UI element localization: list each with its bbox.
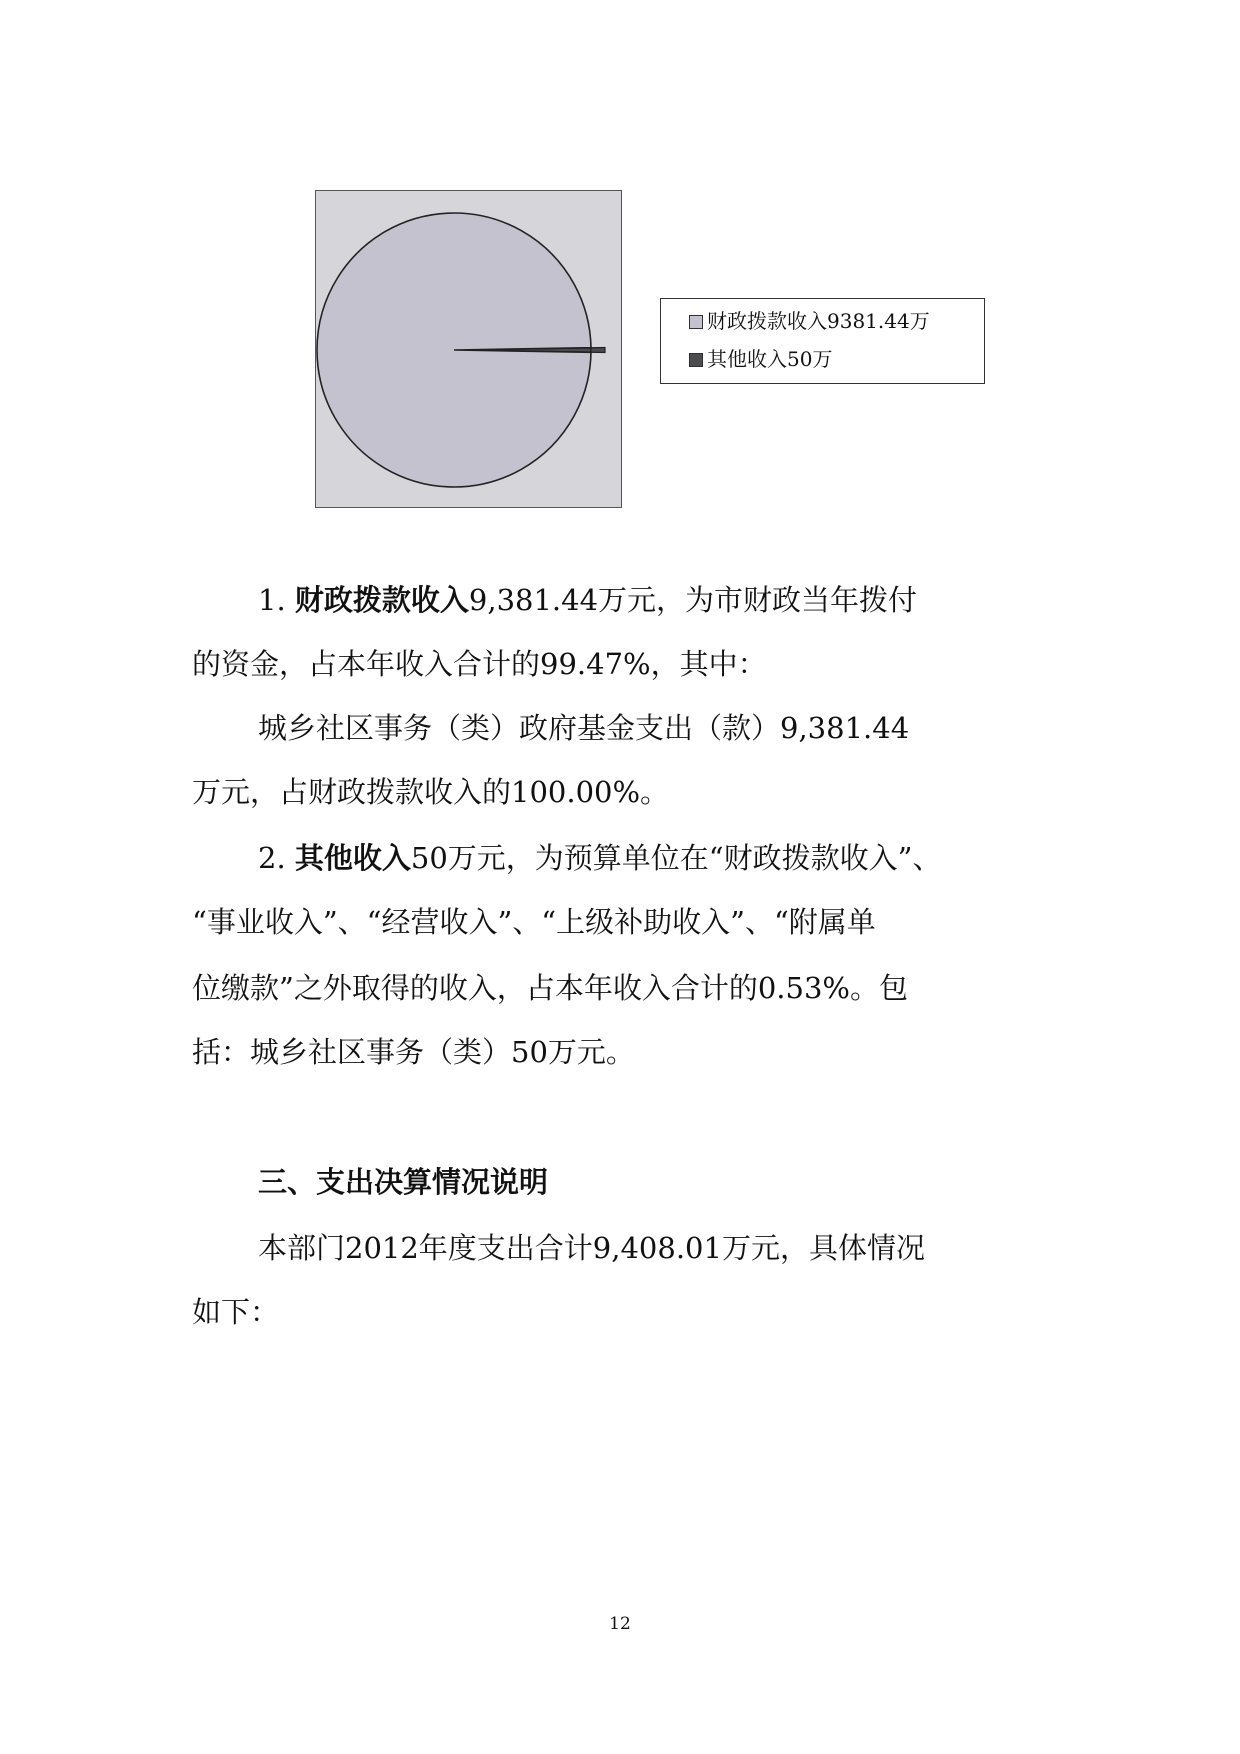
section3-line1: 本部门2012年度支出合计9,408.01万元，具体情况 [258, 1231, 925, 1265]
legend-item-fiscal [689, 311, 930, 331]
income-pie-chart [315, 190, 622, 508]
item2-line1-text: 50万元，为预算单位在“财政拨款收入”、 [410, 841, 942, 875]
pie-svg [316, 191, 621, 507]
item1-title: 财政拨款收入 [294, 583, 469, 617]
legend-item-other [689, 349, 832, 369]
item2-title: 其他收入 [294, 841, 411, 875]
pie-slice-other-extension [591, 347, 605, 352]
legend-swatch-fiscal [689, 315, 703, 329]
chart-legend [660, 298, 985, 384]
legend-swatch-other [689, 353, 703, 367]
item2-line2: “事业收入”、“经营收入”、“上级补助收入”、“附属单 [192, 905, 876, 939]
item2-line1 [258, 836, 941, 877]
item1-line2: 的资金，占本年收入合计的99.47%，其中： [192, 647, 767, 681]
item2-line3: 位缴款”之外取得的收入，占本年收入合计的0.53%。包 [192, 971, 908, 1005]
item1-line1-text: 9,381.44万元，为市财政当年拨付 [468, 583, 918, 617]
legend-label-fiscal: 财政拨款收入9381.44万 [707, 309, 930, 333]
section3-heading: 三、支出决算情况说明 [258, 1165, 549, 1199]
item1-sub-line2: 万元，占财政拨款收入的100.00%。 [192, 775, 670, 809]
item1-line1 [258, 578, 917, 619]
legend-label-other: 其他收入50万 [707, 347, 833, 371]
page-number: 12 [609, 1614, 631, 1634]
item1-number: 1. [258, 583, 286, 617]
item2-number: 2. [258, 841, 286, 875]
item2-line4: 括：城乡社区事务（类）50万元。 [192, 1035, 635, 1069]
item1-sub-line1: 城乡社区事务（类）政府基金支出（款）9,381.44 [258, 711, 910, 745]
section3-line2: 如下： [192, 1295, 280, 1329]
